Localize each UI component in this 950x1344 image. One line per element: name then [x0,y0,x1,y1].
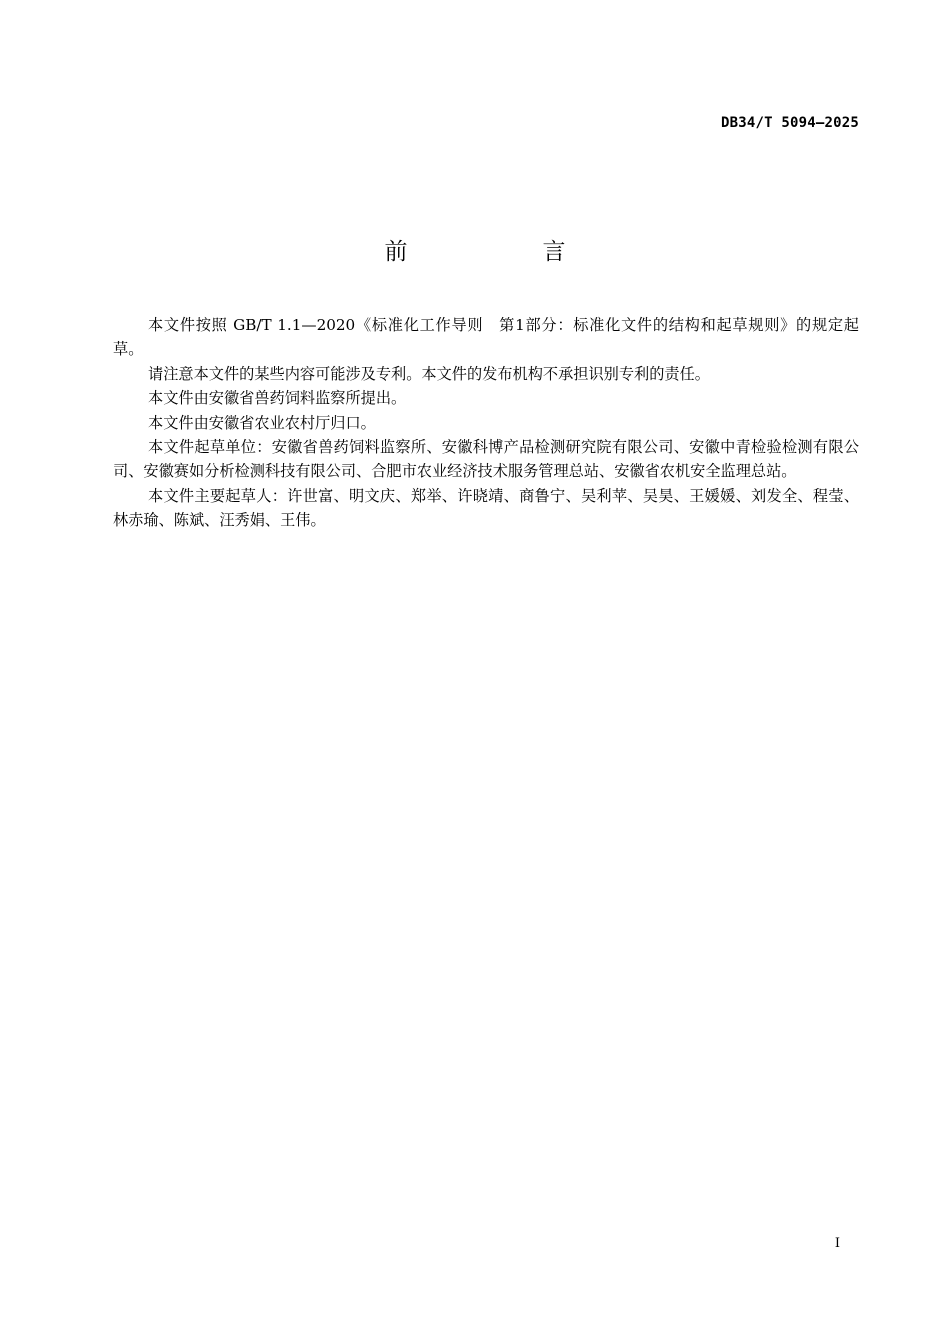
paragraph-drafting-units: 本文件起草单位：安徽省兽药饲料监察所、安徽科博产品检测研究院有限公司、安徽中青检验检测有限公司、安徽赛如分析检测科技有限公司、合肥市农业经济技术服务管理总站、安徽省农机安全监理总站。 [113,438,859,481]
page-title: 前 言 [384,239,622,265]
page-number: I [834,1236,840,1251]
document-code: DB34/T 5094—2025 [720,115,859,131]
paragraph-patent-notice: 请注意本文件的某些内容可能涉及专利。本文件的发布机构不承担识别专利的责任。 [148,364,710,383]
paragraph-drafters: 本文件主要起草人：许世富、明文庆、郑举、许晓靖、商鲁宁、吴利苹、吴昊、王媛媛、刘发全、程莹、林赤瑜、陈斌、汪秀娟、王伟。 [113,486,859,530]
preface-body [113,313,859,533]
paragraph-administrator: 本文件由安徽省农业农村厅归口。 [148,413,376,432]
paragraph-drafting-rules: 本文件按照 GB/T 1.1—2020《标准化工作导则 第1部分：标准化文件的结构和起草规则》的规定起草。 [113,316,859,359]
paragraph-proposer: 本文件由安徽省兽药饲料监察所提出。 [148,389,407,408]
